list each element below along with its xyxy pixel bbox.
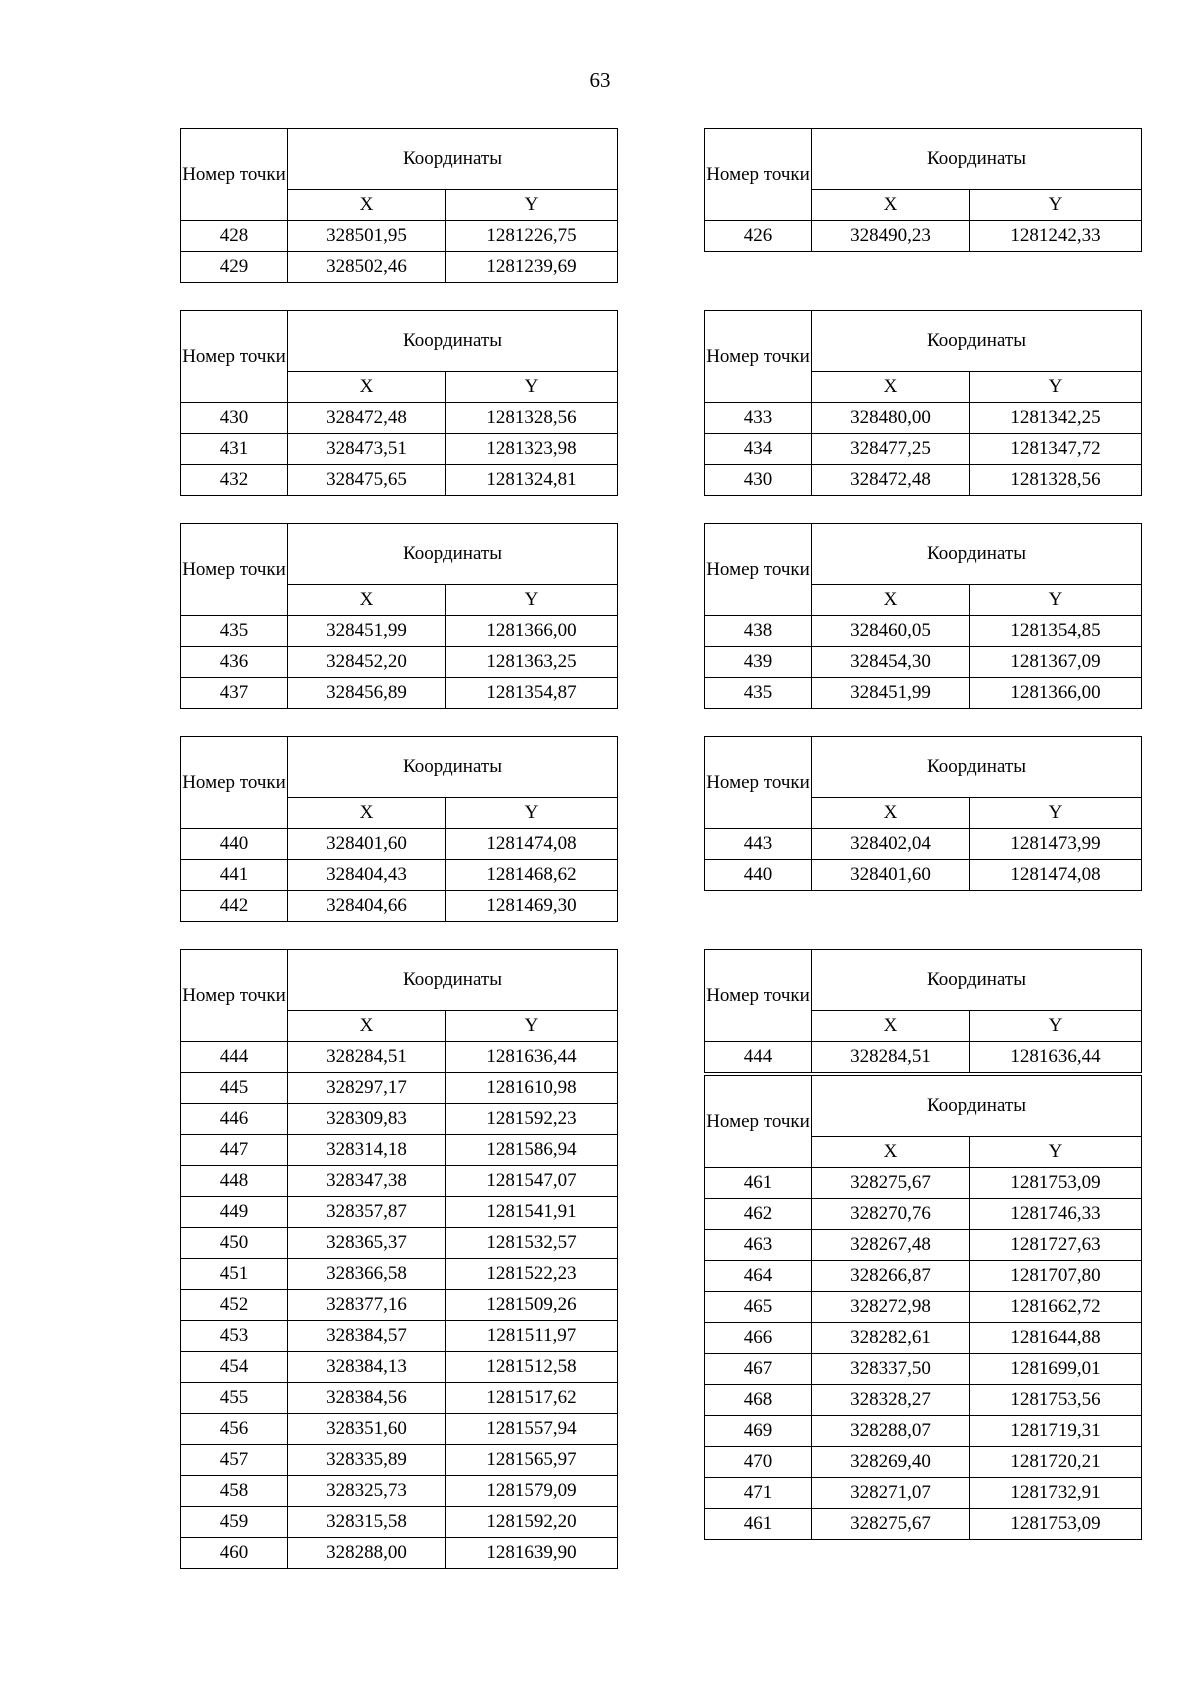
table-row — [181, 860, 618, 891]
point-number-header: Номер точки — [705, 311, 812, 403]
y-cell: 1281592,23 — [446, 1104, 618, 1135]
point-number-cell: 461 — [705, 1509, 812, 1540]
point-number-cell: 445 — [181, 1073, 288, 1104]
y-cell: 1281610,98 — [446, 1073, 618, 1104]
point-number-cell: 431 — [181, 434, 288, 465]
x-cell: 328282,61 — [812, 1323, 970, 1354]
point-number-header: Номер точки — [181, 129, 288, 221]
x-header: X — [812, 585, 970, 616]
point-number-cell: 450 — [181, 1228, 288, 1259]
point-number-cell: 462 — [705, 1199, 812, 1230]
point-number-cell: 444 — [705, 1042, 812, 1073]
point-number-cell: 467 — [705, 1354, 812, 1385]
point-number-cell: 433 — [705, 403, 812, 434]
x-cell: 328271,07 — [812, 1478, 970, 1509]
x-cell: 328451,99 — [288, 616, 446, 647]
page-number: 63 — [589, 68, 611, 92]
table-row — [705, 1354, 1142, 1385]
x-header: X — [288, 585, 446, 616]
y-header: Y — [970, 372, 1142, 403]
y-cell: 1281662,72 — [970, 1292, 1142, 1323]
coordinates-header: Координаты — [812, 129, 1142, 190]
coord-table — [704, 949, 1142, 1073]
point-number-cell: 451 — [181, 1259, 288, 1290]
table-row — [181, 1476, 618, 1507]
y-cell: 1281366,00 — [970, 678, 1142, 709]
y-cell: 1281586,94 — [446, 1135, 618, 1166]
point-number-cell: 438 — [705, 616, 812, 647]
x-cell: 328454,30 — [812, 647, 970, 678]
table-row — [705, 465, 1142, 496]
table-row — [181, 465, 618, 496]
x-cell: 328297,17 — [288, 1073, 446, 1104]
table-row — [705, 1199, 1142, 1230]
y-cell: 1281522,23 — [446, 1259, 618, 1290]
table-row — [181, 1414, 618, 1445]
point-number-cell: 435 — [181, 616, 288, 647]
table-row — [705, 1509, 1142, 1540]
point-number-cell: 448 — [181, 1166, 288, 1197]
table-row — [181, 1073, 618, 1104]
table-row — [705, 1416, 1142, 1447]
table-row — [181, 1104, 618, 1135]
y-cell: 1281557,94 — [446, 1414, 618, 1445]
point-number-cell: 439 — [705, 647, 812, 678]
x-cell: 328266,87 — [812, 1261, 970, 1292]
table-row — [705, 1042, 1142, 1073]
x-header: X — [288, 372, 446, 403]
x-cell: 328269,40 — [812, 1447, 970, 1478]
y-cell: 1281511,97 — [446, 1321, 618, 1352]
y-cell: 1281753,56 — [970, 1385, 1142, 1416]
y-cell: 1281242,33 — [970, 221, 1142, 252]
y-cell: 1281547,07 — [446, 1166, 618, 1197]
point-number-cell: 468 — [705, 1385, 812, 1416]
coord-table — [180, 949, 618, 1569]
x-cell: 328472,48 — [288, 403, 446, 434]
point-number-cell: 440 — [705, 860, 812, 891]
x-cell: 328309,83 — [288, 1104, 446, 1135]
point-number-header: Номер точки — [181, 311, 288, 403]
y-cell: 1281532,57 — [446, 1228, 618, 1259]
point-number-cell: 436 — [181, 647, 288, 678]
table-row — [181, 1042, 618, 1073]
point-number-cell: 444 — [181, 1042, 288, 1073]
y-cell: 1281342,25 — [970, 403, 1142, 434]
point-number-cell: 446 — [181, 1104, 288, 1135]
point-number-cell: 428 — [181, 221, 288, 252]
table-row — [705, 678, 1142, 709]
table-row — [181, 1321, 618, 1352]
table-row — [181, 1445, 618, 1476]
x-cell: 328275,67 — [812, 1168, 970, 1199]
point-number-cell: 470 — [705, 1447, 812, 1478]
table-row — [181, 221, 618, 252]
point-number-cell: 466 — [705, 1323, 812, 1354]
coord-table — [180, 128, 618, 283]
y-header: Y — [970, 190, 1142, 221]
y-cell: 1281720,21 — [970, 1447, 1142, 1478]
point-number-cell: 430 — [181, 403, 288, 434]
x-cell: 328452,20 — [288, 647, 446, 678]
table-row — [181, 1507, 618, 1538]
point-number-header: Номер точки — [705, 129, 812, 221]
table-row — [705, 829, 1142, 860]
coordinates-header: Координаты — [288, 524, 618, 585]
x-cell: 328473,51 — [288, 434, 446, 465]
point-number-cell: 441 — [181, 860, 288, 891]
x-cell: 328270,76 — [812, 1199, 970, 1230]
x-cell: 328501,95 — [288, 221, 446, 252]
y-header: Y — [446, 1011, 618, 1042]
y-cell: 1281541,91 — [446, 1197, 618, 1228]
y-cell: 1281474,08 — [970, 860, 1142, 891]
y-cell: 1281468,62 — [446, 860, 618, 891]
point-number-cell: 469 — [705, 1416, 812, 1447]
y-cell: 1281517,62 — [446, 1383, 618, 1414]
x-cell: 328314,18 — [288, 1135, 446, 1166]
table-row — [705, 1385, 1142, 1416]
x-header: X — [812, 1011, 970, 1042]
y-cell: 1281746,33 — [970, 1199, 1142, 1230]
point-number-cell: 460 — [181, 1538, 288, 1569]
x-cell: 328456,89 — [288, 678, 446, 709]
x-cell: 328272,98 — [812, 1292, 970, 1323]
table-row — [705, 1292, 1142, 1323]
y-header: Y — [446, 585, 618, 616]
x-cell: 328502,46 — [288, 252, 446, 283]
y-header: Y — [970, 1137, 1142, 1168]
point-number-cell: 463 — [705, 1230, 812, 1261]
x-cell: 328288,00 — [288, 1538, 446, 1569]
point-number-cell: 455 — [181, 1383, 288, 1414]
point-number-cell: 464 — [705, 1261, 812, 1292]
table-row — [705, 647, 1142, 678]
x-cell: 328365,37 — [288, 1228, 446, 1259]
point-number-cell: 454 — [181, 1352, 288, 1383]
y-cell: 1281469,30 — [446, 891, 618, 922]
x-cell: 328377,16 — [288, 1290, 446, 1321]
point-number-cell: 449 — [181, 1197, 288, 1228]
table-row — [181, 1290, 618, 1321]
point-number-cell: 465 — [705, 1292, 812, 1323]
table-row — [181, 1166, 618, 1197]
table-row — [181, 1352, 618, 1383]
table-row — [705, 1168, 1142, 1199]
x-cell: 328401,60 — [288, 829, 446, 860]
point-number-cell: 435 — [705, 678, 812, 709]
coord-table — [180, 310, 618, 496]
x-cell: 328288,07 — [812, 1416, 970, 1447]
x-header: X — [288, 190, 446, 221]
point-number-cell: 456 — [181, 1414, 288, 1445]
table-row — [181, 647, 618, 678]
y-header: Y — [970, 798, 1142, 829]
x-cell: 328402,04 — [812, 829, 970, 860]
table-row — [181, 1197, 618, 1228]
table-row — [705, 221, 1142, 252]
x-cell: 328328,27 — [812, 1385, 970, 1416]
y-header: Y — [446, 190, 618, 221]
coordinates-header: Координаты — [288, 129, 618, 190]
point-number-cell: 461 — [705, 1168, 812, 1199]
y-cell: 1281719,31 — [970, 1416, 1142, 1447]
x-cell: 328477,25 — [812, 434, 970, 465]
point-number-cell: 432 — [181, 465, 288, 496]
y-cell: 1281328,56 — [446, 403, 618, 434]
y-cell: 1281347,72 — [970, 434, 1142, 465]
table-row — [181, 434, 618, 465]
y-cell: 1281636,44 — [970, 1042, 1142, 1073]
y-header: Y — [970, 585, 1142, 616]
table-row — [181, 1383, 618, 1414]
y-cell: 1281366,00 — [446, 616, 618, 647]
table-row — [705, 403, 1142, 434]
coordinates-header: Координаты — [812, 311, 1142, 372]
coord-table — [180, 736, 618, 922]
coordinates-header: Координаты — [288, 311, 618, 372]
table-row — [705, 860, 1142, 891]
y-cell: 1281473,99 — [970, 829, 1142, 860]
table-row — [181, 1228, 618, 1259]
point-number-cell: 437 — [181, 678, 288, 709]
x-cell: 328404,43 — [288, 860, 446, 891]
y-cell: 1281324,81 — [446, 465, 618, 496]
y-cell: 1281707,80 — [970, 1261, 1142, 1292]
coordinates-header: Координаты — [812, 737, 1142, 798]
point-number-header: Номер точки — [705, 1076, 812, 1168]
y-header: Y — [446, 798, 618, 829]
table-row — [181, 1135, 618, 1166]
x-cell: 328384,13 — [288, 1352, 446, 1383]
y-cell: 1281367,09 — [970, 647, 1142, 678]
coordinates-header: Координаты — [288, 950, 618, 1011]
point-number-cell: 452 — [181, 1290, 288, 1321]
y-cell: 1281474,08 — [446, 829, 618, 860]
x-cell: 328472,48 — [812, 465, 970, 496]
y-cell: 1281753,09 — [970, 1509, 1142, 1540]
x-cell: 328267,48 — [812, 1230, 970, 1261]
table-row — [705, 1478, 1142, 1509]
x-cell: 328325,73 — [288, 1476, 446, 1507]
x-cell: 328357,87 — [288, 1197, 446, 1228]
point-number-cell: 429 — [181, 252, 288, 283]
point-number-cell: 459 — [181, 1507, 288, 1538]
point-number-cell: 447 — [181, 1135, 288, 1166]
y-cell: 1281239,69 — [446, 252, 618, 283]
point-number-cell: 457 — [181, 1445, 288, 1476]
point-number-cell: 471 — [705, 1478, 812, 1509]
table-row — [705, 616, 1142, 647]
y-cell: 1281579,09 — [446, 1476, 618, 1507]
point-number-header: Номер точки — [705, 950, 812, 1042]
point-number-cell: 453 — [181, 1321, 288, 1352]
y-header: Y — [446, 372, 618, 403]
table-row — [705, 1323, 1142, 1354]
table-row — [181, 891, 618, 922]
y-cell: 1281328,56 — [970, 465, 1142, 496]
point-number-cell: 440 — [181, 829, 288, 860]
coord-table — [704, 1075, 1142, 1540]
y-cell: 1281592,20 — [446, 1507, 618, 1538]
point-number-header: Номер точки — [181, 524, 288, 616]
x-cell: 328347,38 — [288, 1166, 446, 1197]
coordinates-header: Координаты — [812, 1076, 1142, 1137]
x-cell: 328460,05 — [812, 616, 970, 647]
table-row — [181, 1259, 618, 1290]
point-number-cell: 442 — [181, 891, 288, 922]
y-cell: 1281636,44 — [446, 1042, 618, 1073]
y-cell: 1281644,88 — [970, 1323, 1142, 1354]
x-cell: 328315,58 — [288, 1507, 446, 1538]
table-row — [181, 1538, 618, 1569]
y-cell: 1281639,90 — [446, 1538, 618, 1569]
point-number-header: Номер точки — [181, 737, 288, 829]
x-header: X — [812, 190, 970, 221]
table-row — [705, 1447, 1142, 1478]
y-cell: 1281753,09 — [970, 1168, 1142, 1199]
y-cell: 1281323,98 — [446, 434, 618, 465]
y-cell: 1281363,25 — [446, 647, 618, 678]
table-row — [705, 434, 1142, 465]
point-number-cell: 443 — [705, 829, 812, 860]
point-number-header: Номер точки — [705, 737, 812, 829]
y-cell: 1281565,97 — [446, 1445, 618, 1476]
coordinates-header: Координаты — [288, 737, 618, 798]
y-cell: 1281699,01 — [970, 1354, 1142, 1385]
table-row — [181, 829, 618, 860]
coord-table — [704, 128, 1142, 252]
x-header: X — [812, 372, 970, 403]
y-cell: 1281732,91 — [970, 1478, 1142, 1509]
x-cell: 328335,89 — [288, 1445, 446, 1476]
y-cell: 1281509,26 — [446, 1290, 618, 1321]
coordinates-header: Координаты — [812, 524, 1142, 585]
x-cell: 328337,50 — [812, 1354, 970, 1385]
y-cell: 1281727,63 — [970, 1230, 1142, 1261]
x-cell: 328480,00 — [812, 403, 970, 434]
x-header: X — [288, 1011, 446, 1042]
point-number-cell: 434 — [705, 434, 812, 465]
x-cell: 328275,67 — [812, 1509, 970, 1540]
y-cell: 1281354,85 — [970, 616, 1142, 647]
coord-table — [704, 736, 1142, 891]
point-number-cell: 458 — [181, 1476, 288, 1507]
coord-table — [180, 523, 618, 709]
x-header: X — [812, 798, 970, 829]
x-cell: 328384,57 — [288, 1321, 446, 1352]
table-row — [181, 616, 618, 647]
table-row — [705, 1261, 1142, 1292]
table-row — [181, 403, 618, 434]
x-cell: 328284,51 — [812, 1042, 970, 1073]
y-header: Y — [970, 1011, 1142, 1042]
table-row — [181, 678, 618, 709]
coordinates-header: Координаты — [812, 950, 1142, 1011]
y-cell: 1281226,75 — [446, 221, 618, 252]
x-header: X — [812, 1137, 970, 1168]
x-header: X — [288, 798, 446, 829]
y-cell: 1281354,87 — [446, 678, 618, 709]
x-cell: 328451,99 — [812, 678, 970, 709]
coord-table — [704, 310, 1142, 496]
x-cell: 328284,51 — [288, 1042, 446, 1073]
coord-table — [704, 523, 1142, 709]
point-number-header: Номер точки — [705, 524, 812, 616]
point-number-cell: 426 — [705, 221, 812, 252]
y-cell: 1281512,58 — [446, 1352, 618, 1383]
x-cell: 328384,56 — [288, 1383, 446, 1414]
table-row — [181, 252, 618, 283]
x-cell: 328475,65 — [288, 465, 446, 496]
table-row — [705, 1230, 1142, 1261]
x-cell: 328490,23 — [812, 221, 970, 252]
x-cell: 328404,66 — [288, 891, 446, 922]
x-cell: 328351,60 — [288, 1414, 446, 1445]
point-number-cell: 430 — [705, 465, 812, 496]
x-cell: 328401,60 — [812, 860, 970, 891]
x-cell: 328366,58 — [288, 1259, 446, 1290]
point-number-header: Номер точки — [181, 950, 288, 1042]
